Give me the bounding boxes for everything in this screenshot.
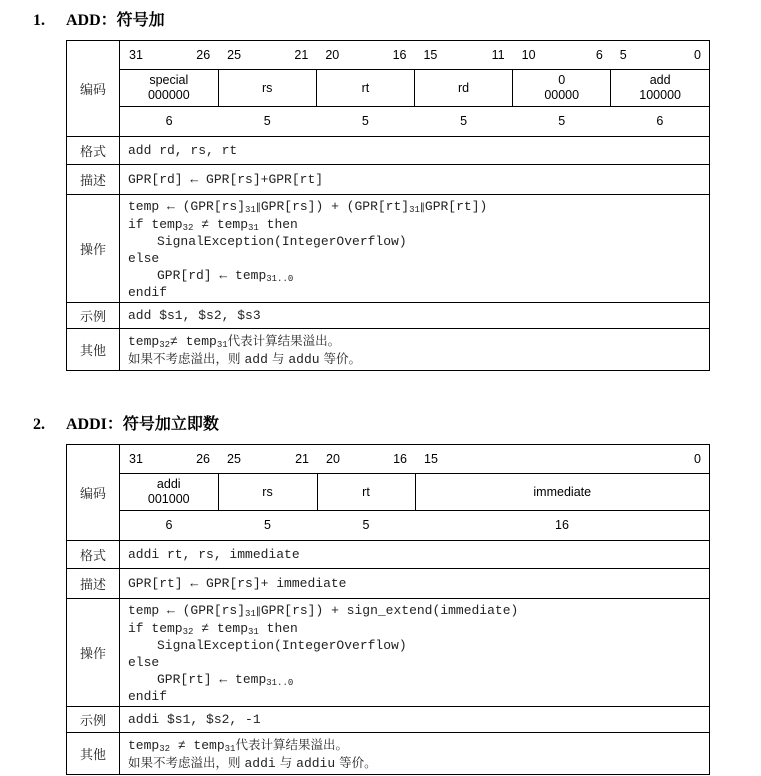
bit-low: 11 (491, 47, 505, 62)
field-rs (218, 474, 317, 511)
field-name: immediate (533, 484, 592, 499)
section-title: ADDI：符号加立即数 (66, 416, 219, 433)
bit-high: 5 (619, 47, 627, 62)
bit-low: 26 (196, 451, 210, 466)
bit-low: 16 (393, 451, 407, 466)
section-heading-add (33, 7, 165, 30)
other-line: 如果不考虑溢出，则 add 与 addu 等价。 (128, 350, 362, 367)
bit-low: 6 (595, 47, 603, 62)
bit-range (316, 48, 414, 63)
bit-range (611, 48, 709, 63)
bit-high: 10 (521, 47, 536, 62)
field-opcode (120, 474, 218, 511)
format-text: add rd, rs, rt (120, 137, 710, 165)
instruction-table-add (66, 40, 710, 371)
field-width: 6 (165, 518, 173, 532)
bit-range-row (120, 41, 709, 70)
label-description: 描述 (67, 569, 120, 599)
bit-high: 15 (423, 47, 438, 62)
other-row (67, 329, 710, 371)
description-text (120, 569, 710, 599)
op-line: else (128, 251, 160, 266)
field-width: 5 (264, 518, 271, 532)
example-row (67, 707, 710, 733)
field-name: add (649, 73, 671, 87)
field-value: 00000 (544, 88, 580, 102)
bit-low: 26 (196, 47, 211, 62)
bit-range (120, 452, 218, 467)
field-width: 5 (558, 114, 566, 128)
left-arrow-icon: ← (167, 603, 175, 618)
field-width: 16 (555, 518, 569, 532)
left-arrow-icon: ← (167, 199, 175, 214)
example-text: addi $s1, $s2, -1 (120, 707, 710, 733)
left-arrow-icon: ← (219, 268, 228, 283)
field-rs (218, 70, 316, 107)
field-value: 100000 (639, 88, 681, 102)
field-width: 5 (460, 114, 468, 128)
field-special (120, 70, 218, 107)
field-width: 6 (656, 114, 664, 128)
op-line: GPR[rt] ← temp$_{31..0}$ (157, 672, 294, 688)
encoding-grid (120, 41, 709, 136)
field-value: 001000 (147, 492, 190, 506)
left-arrow-icon: ← (219, 672, 228, 687)
field-row (120, 474, 709, 511)
operation-row (67, 195, 710, 303)
field-width: 5 (361, 114, 369, 128)
operation-row (67, 599, 710, 707)
op-line: endif (128, 285, 168, 300)
op-line: GPR[rd] ← temp$_{31..0}$ (157, 268, 294, 284)
field-name: rs (262, 484, 273, 499)
label-example: 示例 (67, 303, 120, 329)
field-name: rt (361, 80, 370, 95)
other-text (120, 733, 710, 775)
format-row (67, 541, 710, 569)
encoding-row (67, 445, 710, 541)
field-width: 5 (263, 114, 271, 128)
encoding-row (67, 41, 710, 137)
bit-high: 25 (227, 47, 242, 62)
desc-rhs: GPR[rs]+ immediate (206, 576, 347, 591)
bit-high: 20 (326, 451, 340, 466)
desc-lhs: GPR[rt] (128, 576, 183, 591)
label-format: 格式 (67, 137, 120, 165)
field-name: rs (262, 80, 273, 95)
instruction-table-addi (66, 444, 710, 775)
other-line: temp$_{32}$≠ temp$_{31}$代表计算结果溢出。 (128, 332, 341, 350)
description-row (67, 569, 710, 599)
label-operation: 操作 (67, 599, 120, 707)
other-line: 如果不考虑溢出，则 addi 与 addiu 等价。 (128, 754, 377, 771)
field-width-row (120, 107, 709, 137)
field-width-row (120, 511, 709, 541)
field-name: addi (156, 477, 181, 491)
op-line: else (128, 655, 160, 670)
desc-lhs: GPR[rd] (128, 172, 183, 187)
label-other: 其他 (67, 329, 120, 371)
description-row (67, 165, 710, 195)
bit-high: 31 (129, 451, 143, 466)
example-row (67, 303, 710, 329)
label-other: 其他 (67, 733, 120, 775)
format-text: addi rt, rs, immediate (120, 541, 710, 569)
field-value: 000000 (147, 88, 190, 102)
op-line: SignalException(IntegerOverflow) (157, 234, 407, 249)
bit-range (415, 452, 709, 467)
field-width: 5 (362, 518, 370, 532)
desc-rhs: GPR[rs]+GPR[rt] (206, 172, 324, 187)
field-funct (611, 70, 709, 107)
bit-low: 16 (392, 47, 407, 62)
op-line: SignalException(IntegerOverflow) (157, 638, 407, 653)
op-line: endif (128, 689, 168, 704)
bit-range (218, 48, 316, 63)
label-format: 格式 (67, 541, 120, 569)
field-rd (414, 70, 512, 107)
label-operation: 操作 (67, 195, 120, 303)
other-line: temp$_{32}$ ≠ temp$_{31}$代表计算结果溢出。 (128, 736, 348, 754)
operation-text (120, 599, 710, 707)
label-example: 示例 (67, 707, 120, 733)
encoding-cell (120, 41, 710, 137)
bit-range (414, 48, 512, 63)
bit-range (513, 48, 611, 63)
operation-text (120, 195, 710, 303)
field-shamt (513, 70, 611, 107)
left-arrow-icon: ← (190, 172, 199, 187)
field-row (120, 70, 709, 107)
section-heading-addi (33, 411, 219, 434)
bit-high: 20 (325, 47, 340, 62)
op-line: if temp$_{32}$ ≠ temp$_{31}$ then (128, 621, 298, 637)
field-rt (317, 474, 415, 511)
field-name: rd (457, 80, 470, 95)
section-title: ADD：符号加 (66, 12, 165, 29)
bit-high: 15 (424, 451, 438, 466)
left-arrow-icon: ← (190, 576, 199, 591)
field-name: 0 (558, 73, 566, 87)
label-encoding: 编码 (67, 41, 120, 137)
field-rt (316, 70, 414, 107)
example-text: add $s1, $s2, $s3 (120, 303, 710, 329)
field-name: rt (362, 484, 370, 499)
label-description: 描述 (67, 165, 120, 195)
encoding-grid (120, 445, 709, 540)
op-line: temp ← $(GPR[rs]_{31}‖GPR[rs])$ + sign_extend(immediate) (128, 603, 519, 619)
section-number: 2. (33, 416, 45, 433)
field-width: 6 (165, 114, 173, 128)
bit-low: 0 (694, 47, 701, 62)
format-row (67, 137, 710, 165)
bit-range (120, 48, 218, 63)
bit-low: 21 (294, 47, 309, 62)
bit-low: 0 (694, 451, 701, 466)
bit-high: 31 (129, 47, 143, 62)
section-number: 1. (33, 12, 45, 29)
other-row (67, 733, 710, 775)
bit-range-row (120, 445, 709, 474)
op-line: if temp$_{32}$ ≠ temp$_{31}$ then (128, 217, 298, 233)
bit-low: 21 (295, 451, 309, 466)
other-text (120, 329, 710, 371)
field-immediate (415, 474, 709, 511)
bit-range (317, 452, 415, 467)
bit-range (218, 452, 317, 467)
op-line: temp ← $(GPR[rs]_{31}‖GPR[rs])$ + $(GPR[rt]_{31}‖GPR[rt])$ (128, 199, 488, 215)
encoding-cell (120, 445, 710, 541)
description-text (120, 165, 710, 195)
bit-high: 25 (227, 451, 241, 466)
label-encoding: 编码 (67, 445, 120, 541)
field-name: special (149, 73, 189, 87)
